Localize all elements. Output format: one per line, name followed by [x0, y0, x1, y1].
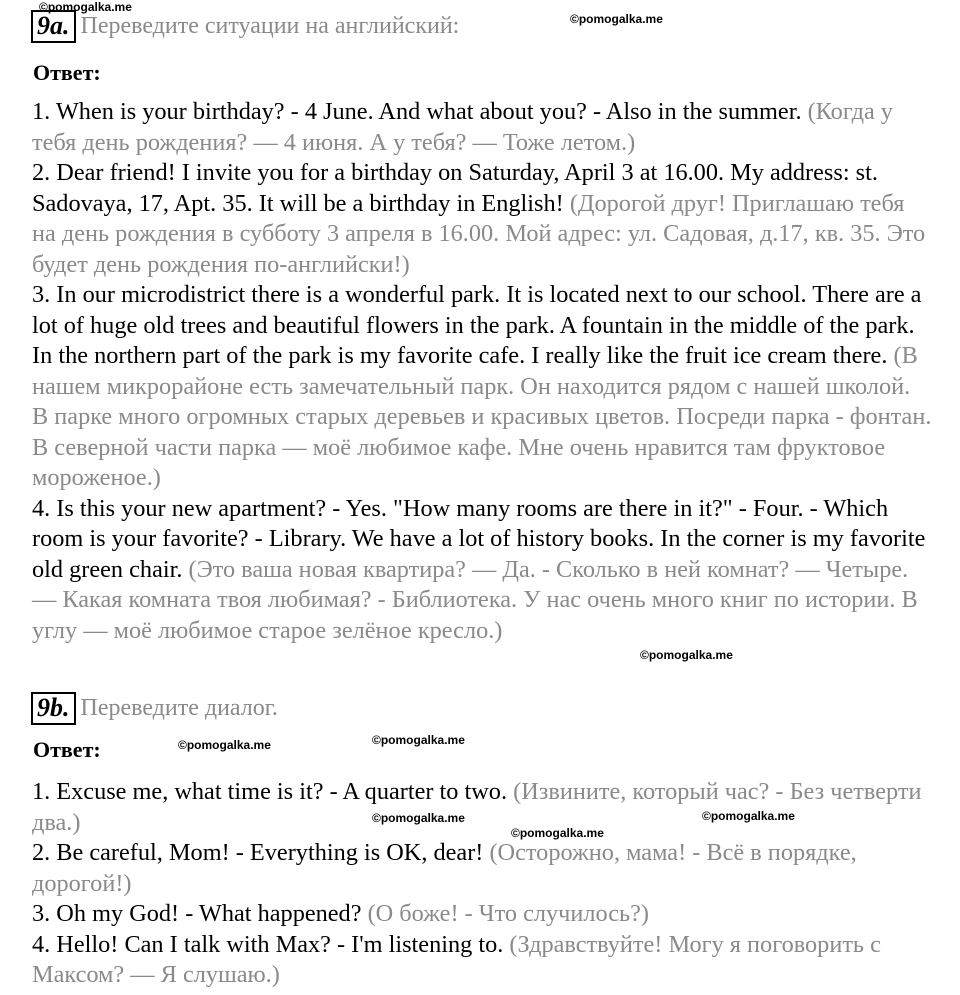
section-b-task: Переведите диалог. — [80, 695, 278, 721]
section-b-badge: 9b. — [31, 692, 76, 725]
answer-en: 3. In our microdistrict there is a wonderful park. It is located next to our school. There are a lot of huge old trees and beautiful flowers in the park. A fountain in the middle of the park. In the northern part of the park is my favorite cafe. I really like the fruit ice cream there. — [32, 281, 922, 369]
answer-ru: (Осторожно, мама! - Всё в порядке, дорогой!) — [32, 839, 857, 897]
answer-item — [32, 777, 932, 838]
section-a-answer-label: Ответ: — [33, 60, 101, 85]
section-a-badge: 9a. — [31, 10, 76, 43]
answer-en: 1. When is your birthday? - 4 June. And what about you? - Also in the summer. — [32, 98, 808, 125]
answer-en: 2. Dear friend! I invite you for a birthday on Saturday, April 3 at 16.00. My address: st. Sadovaya, 17, Apt. 35. It will be a birthday in English! — [32, 159, 878, 217]
section-b-answer-label: Ответ: — [33, 737, 101, 762]
answer-ru: (Дорогой друг! Приглашаю тебя на день рождения в субботу 3 апреля в 16.00. Мой адрес: ул. Садовая, д.17, кв. 35. Это будет день рождения по-английски!) — [32, 189, 926, 278]
watermark: ©pomogalka.me — [570, 12, 663, 26]
answer-ru: (Когда у тебя день рождения? — 4 июня. А у тебя? — Тоже летом.) — [32, 98, 893, 156]
answer-item — [32, 838, 932, 899]
answer-item — [32, 494, 932, 647]
answer-item — [32, 280, 932, 494]
section-a-task: Переведите ситуации на английский: — [80, 13, 460, 39]
answer-item — [32, 930, 932, 991]
answer-item — [32, 97, 932, 158]
answer-ru: (Это ваша новая квартира? — Да. - Сколько в ней комнат? — Четыре. — Какая комната твоя любимая? - Библиотека. У нас очень много книг по истории. В углу — моё любимое старое зелёное кресло.) — [32, 555, 918, 644]
section-a-answers — [32, 97, 932, 646]
section-b-heading — [31, 692, 278, 725]
answer-en: 1. Excuse me, what time is it? - A quarter to two. — [32, 778, 514, 805]
answer-ru: (Здравствуйте! Могу я поговорить с Максом? — Я слушаю.) — [32, 930, 881, 988]
answer-ru: (В нашем микрорайоне есть замечательный парк. Он находится рядом с нашей школой. В парке много огромных старых деревьев и красивых цветов. Посреди парка - фонтан. В северной части парка — моё любимое кафе. Мне очень нравится там фруктовое мороженое.) — [32, 342, 932, 491]
watermark: ©pomogalka.me — [640, 648, 733, 662]
watermark: ©pomogalka.me — [372, 811, 465, 825]
answer-item — [32, 158, 932, 280]
answer-ru: (Извините, который час? - Без четверти два.) — [32, 778, 922, 836]
answer-en: 2. Be careful, Mom! - Everything is OK, dear! — [32, 839, 490, 866]
watermark: ©pomogalka.me — [702, 809, 795, 823]
answer-en: 3. Oh my God! - What happened? — [32, 900, 368, 927]
watermark: ©pomogalka.me — [39, 0, 132, 14]
watermark: ©pomogalka.me — [372, 733, 465, 747]
answer-ru: (О боже! - Что случилось?) — [367, 900, 649, 927]
section-b-answers — [32, 777, 932, 991]
watermark: ©pomogalka.me — [511, 826, 604, 840]
answer-en: 4. Hello! Can I talk with Max? - I'm listening to. — [32, 930, 510, 958]
watermark: ©pomogalka.me — [178, 738, 271, 752]
section-a-heading — [31, 10, 459, 43]
answer-en: 4. Is this your new apartment? - Yes. "How many rooms are there in it?" - Four. - Which room is your favorite? - Library. We have a lot of history books. In the corner is my favorite old green chair. — [32, 494, 926, 583]
answer-item — [32, 899, 932, 930]
